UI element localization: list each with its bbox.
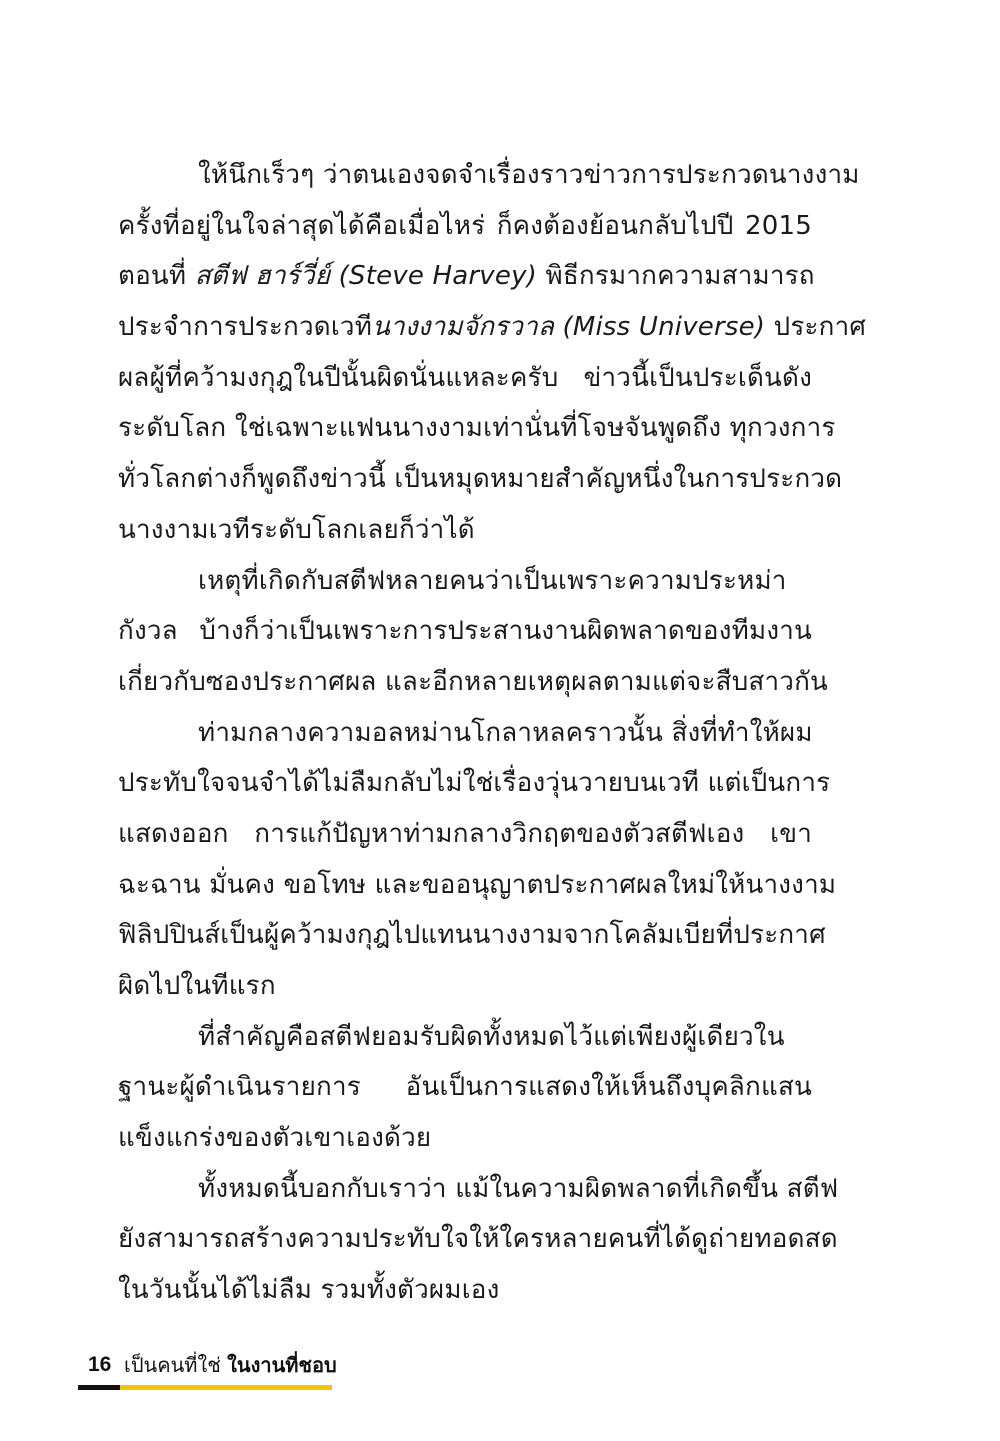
footer-rule-accent xyxy=(120,1385,332,1390)
paragraph-5-line-3: ในวันนั้นได้ไม่ลืม รวมทั้งตัวผมเอง xyxy=(118,1275,500,1306)
line-text: ประกาศ xyxy=(765,312,867,343)
page-body xyxy=(118,150,867,1316)
italic-name: สตีฟ ฮาร์วี่ย์ (Steve Harvey) xyxy=(194,261,538,292)
paragraph-3-line-2: ประทับใจจนจำได้ไม่ลืมกลับไม่ใช่เรื่องวุ่นวายบนเวที แต่เป็นการ xyxy=(118,768,831,799)
line-text: พิธีกรมากความสามารถ xyxy=(537,261,815,292)
paragraph-3-line-3: แสดงออก การแก้ปัญหาท่ามกลางวิกฤตของตัวสตีฟเอง เขา xyxy=(118,818,812,849)
paragraph-1-line-5: ผลผู้ที่คว้ามงกุฎในปีนั้นผิดนั่นแหละครับ ข่าวนี้เป็นประเด็นดัง xyxy=(118,362,812,393)
italic-name: นางงามจักรวาล (Miss Universe) xyxy=(372,312,766,343)
footer-rule-dark xyxy=(78,1385,120,1390)
paragraph-4-line-3: แข็งแกร่งของตัวเขาเองด้วย xyxy=(118,1123,432,1154)
paragraph-5-line-2: ยังสามารถสร้างความประทับใจให้ใครหลายคนที่ได้ดูถ่ายทอดสด xyxy=(118,1224,838,1255)
paragraph-4-line-2: ฐานะผู้ดำเนินรายการ อันเป็นการแสดงให้เห็นถึงบุคลิกแสน xyxy=(118,1072,812,1103)
paragraph-2-line-2: กังวล บ้างก็ว่าเป็นเพราะการประสานงานผิดพลาดของทีมงาน xyxy=(118,616,812,647)
paragraph-1-line-4 xyxy=(118,302,867,353)
paragraph-5-line-1: ทั้งหมดนี้บอกกับเราว่า แม้ในความผิดพลาดที่เกิดขึ้น สตีฟ xyxy=(198,1173,839,1204)
book-title-bold: ในงานที่ชอบ xyxy=(227,1353,337,1377)
page-number: 16 xyxy=(88,1353,112,1376)
paragraph-1-line-1: ให้นึกเร็วๆ ว่าตนเองจดจำเรื่องราวข่าวการประกวดนางงาม xyxy=(198,160,860,190)
paragraph-3-line-4: ฉะฉาน มั่นคง ขอโทษ และขออนุญาตประกาศผลใหม่ให้นางงาม xyxy=(118,869,837,900)
line-text: ประจำการประกวดเวที xyxy=(118,312,373,343)
book-title xyxy=(124,1352,337,1378)
paragraph-3-line-1: ท่ามกลางความอลหม่านโกลาหลคราวนั้น สิ่งที่ทำให้ผม xyxy=(198,717,813,748)
book-title-regular: เป็นคนที่ใช่ xyxy=(124,1353,228,1377)
paragraph-2-line-3: เกี่ยวกับซองประกาศผล และอีกหลายเหตุผลตามแต่จะสืบสาวกัน xyxy=(118,666,828,697)
paragraph-2-line-1: เหตุที่เกิดกับสตีฟหลายคนว่าเป็นเพราะความประหม่า xyxy=(198,565,787,596)
paragraph-3-line-6: ผิดไปในทีแรก xyxy=(118,971,276,1001)
paragraph-1-line-3 xyxy=(118,251,815,302)
line-text: ตอนที่ xyxy=(118,261,195,292)
paragraph-3-line-5: ฟิลิปปินส์เป็นผู้คว้ามงกุฎไปแทนนางงามจากโคลัมเบียที่ประกาศ xyxy=(118,920,826,951)
paragraph-1-line-7: ทั่วโลกต่างก็พูดถึงข่าวนี้ เป็นหมุดหมายสำคัญหนึ่งในการประกวด xyxy=(118,464,843,495)
paragraph-1-line-2: ครั้งที่อยู่ในใจล่าสุดได้คือเมื่อไหร่ ก็คงต้องย้อนกลับไปปี 2015 xyxy=(118,210,812,241)
page-footer xyxy=(78,1352,337,1392)
paragraph-1-line-6: ระดับโลก ใช่เฉพาะแฟนนางงามเท่านั่นที่โจษจันพูดถึง ทุกวงการ xyxy=(118,413,836,444)
paragraph-1-line-8: นางงามเวทีระดับโลกเลยก็ว่าได้ xyxy=(118,514,475,545)
paragraph-4-line-1: ที่สำคัญคือสตีฟยอมรับผิดทั้งหมดไว้แต่เพียงผู้เดียวใน xyxy=(198,1021,785,1052)
